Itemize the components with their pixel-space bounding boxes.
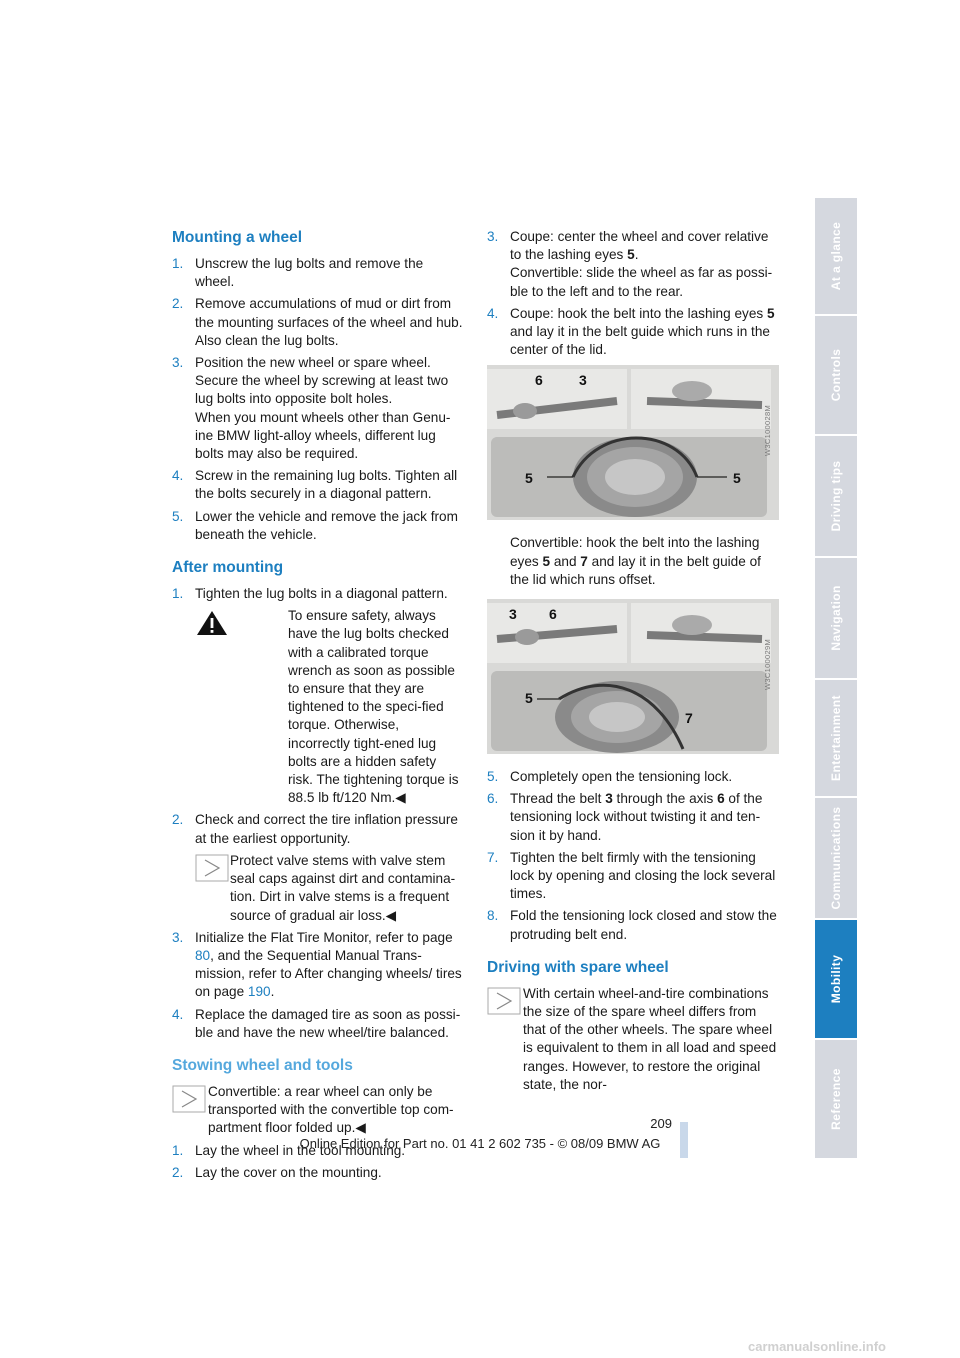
sidebar-tab-label: Communications [829, 806, 843, 910]
section-title-mounting: Mounting a wheel [172, 229, 303, 246]
step-number: 1. [172, 586, 184, 602]
step-text: Replace the damaged tire as soon as possi-ble and have the new wheel/tire balanced. [195, 1006, 461, 1040]
watermark: carmanualsonline.info [748, 1339, 886, 1354]
page-link[interactable]: 190 [247, 984, 271, 1000]
step-text: Initialize the Flat Tire Monitor, refer to page 80, and the Sequential Manual Trans-mission, refer to After changing wheels/ tires on page 190. [195, 929, 462, 1000]
step-number: 3. [172, 929, 184, 945]
section-title-after-mounting: After mounting [172, 559, 284, 577]
step-number: 2. [172, 812, 184, 828]
list-item [172, 1006, 464, 1042]
list-item [487, 305, 779, 360]
info-note [487, 985, 779, 1094]
section-title-stowing: Stowing wheel and tools [172, 1056, 353, 1074]
step-number: 3. [487, 229, 499, 244]
step-text-extra: Convertible: slide the wheel as far as possi-ble to the left and to the rear. [510, 265, 773, 299]
page-number: 209 [650, 1116, 672, 1131]
sidebar-tab-communications[interactable] [815, 798, 857, 920]
warning-icon [195, 609, 229, 637]
callout-label: 6 [549, 606, 557, 623]
note-text: With certain wheel-and-tire combinations the size of the spare wheel differs from that of the other wheels. The spare wheel is equivalent to them in all load and speed ranges. However, to restore the original state, the nor- [523, 985, 777, 1092]
step-number: 5. [487, 769, 499, 785]
list-item [172, 929, 464, 1002]
list-item [172, 585, 464, 603]
step-number: 4. [172, 1006, 184, 1022]
list-item [487, 228, 779, 301]
note-icon [172, 1085, 206, 1113]
paragraph: Convertible: hook the belt into the lashing eyes 5 and 7 and lay it in the belt guide of the lid which runs offset. [510, 535, 761, 587]
step-text: Screw in the remaining lug bolts. Tighten all the bolts securely in a diagonal pattern. [195, 468, 458, 502]
figure-code: W3C100029M [762, 639, 772, 690]
callout-label: 3 [509, 606, 517, 623]
right-column [487, 228, 779, 1098]
sidebar-tab-driving-tips[interactable] [815, 436, 857, 558]
sidebar-tab-label: Entertainment [829, 695, 843, 781]
note-icon [195, 854, 229, 882]
callout-label: 5 [733, 470, 741, 487]
step-text: Coupe: hook the belt into the lashing eyes 5 and lay it in the belt guide which runs in the center of the lid. [510, 305, 775, 358]
step-number: 7. [487, 849, 499, 865]
list-item [487, 849, 779, 904]
step-text: Lay the cover on the mounting. [195, 1164, 382, 1180]
list-item [172, 255, 464, 291]
figure-coupe-trunk [487, 365, 779, 520]
step-text: Lay the wheel in the tool mounting. [195, 1142, 406, 1158]
step-text-extra: When you mount wheels other than Genu-ine BMW light-alloy wheels, different lug bolts may also be required. [195, 409, 451, 462]
trunk-illustration [487, 365, 779, 520]
sidebar-tab-label: At a glance [829, 221, 843, 291]
sidebar-tab-controls[interactable] [815, 316, 857, 436]
sidebar-tab-at-a-glance[interactable] [815, 198, 857, 316]
step-text: Coupe: center the wheel and cover relative to the lashing eyes 5. [510, 229, 769, 263]
step-number: 4. [487, 305, 499, 321]
figure-code: W3C100028M [762, 405, 772, 457]
sidebar-tab-mobility[interactable] [815, 920, 857, 1040]
step-text: Thread the belt 3 through the axis 6 of the tensioning lock without twisting it and ten-sion it by hand. [510, 791, 763, 843]
step-text: Check and correct the tire inflation pressure at the earliest opportunity. [195, 812, 458, 846]
step-number: 2. [172, 296, 184, 312]
list-item [172, 295, 464, 350]
left-column [172, 228, 464, 1186]
warning-note [172, 607, 464, 807]
step-text: Completely open the tensioning lock. [510, 769, 733, 785]
sidebar-tab-label: Driving tips [829, 460, 843, 532]
sidebar-tab-label: Navigation [829, 585, 843, 651]
step-number: 2. [172, 1164, 184, 1180]
step-text: Remove accumulations of mud or dirt from the mounting surfaces of the wheel and hub. Also clean the lug bolts. [195, 296, 463, 348]
section-title-spare-wheel: Driving with spare wheel [487, 958, 669, 976]
warning-text: To ensure safety, always have the lug bolts checked with a calibrated torque wrench as soon as possible to ensure that they are tightened to the speci-fied torque. Otherwise, incorrectly tight-ened lug bolts are a hidden safety risk. The tightening torque is 88.5 lb ft/120 Nm.◀ [288, 608, 459, 806]
sidebar-tab-label: Mobility [829, 954, 843, 1004]
info-note [172, 852, 464, 925]
sidebar-tab-navigation[interactable] [815, 558, 857, 680]
step-number: 3. [172, 355, 184, 371]
step-text: Lower the vehicle and remove the jack from beneath the vehicle. [195, 508, 458, 542]
step-number: 4. [172, 468, 184, 484]
chapter-sidebar [815, 198, 857, 1160]
callout-label: 5 [525, 470, 533, 487]
step-number: 8. [487, 908, 499, 924]
note-text: Protect valve stems with valve stem seal caps against dirt and contamina-tion. Dirt in valve stems is a frequent source of gradual air loss.◀ [230, 852, 456, 923]
list-item [487, 907, 779, 943]
list-item [172, 467, 464, 503]
step-text: Tighten the belt firmly with the tensioning lock by opening and closing the lock several times. [510, 849, 776, 902]
step-text: Unscrew the lug bolts and remove the wheel. [195, 256, 424, 290]
list-item [487, 790, 779, 845]
callout-label: 3 [579, 372, 587, 389]
footer-text: Online Edition for Part no. 01 41 2 602 735 - © 08/09 BMW AG [299, 1136, 661, 1151]
list-item [172, 1164, 464, 1182]
figure-convertible-trunk [487, 599, 779, 754]
callout-label: 5 [525, 690, 533, 707]
callout-label: 6 [535, 372, 543, 389]
note-icon [487, 987, 521, 1015]
list-item [487, 768, 779, 786]
sidebar-tab-entertainment[interactable] [815, 680, 857, 798]
step-number: 1. [172, 256, 184, 271]
note-text: Convertible: a rear wheel can only be transported with the convertible top com-partment floor folded up.◀ [208, 1083, 454, 1136]
trunk-illustration [487, 599, 779, 754]
step-text: Fold the tensioning lock closed and stow the protruding belt end. [510, 908, 777, 942]
step-number: 1. [172, 1142, 184, 1158]
info-note [172, 1083, 464, 1138]
step-text: Position the new wheel or spare wheel. Secure the wheel by screwing at least two lug bolts into opposite bolt holes. [195, 355, 449, 407]
sidebar-tab-label: Controls [829, 348, 843, 402]
callout-label: 7 [685, 710, 693, 727]
step-text: Tighten the lug bolts in a diagonal pattern. [195, 586, 448, 602]
list-item [172, 811, 464, 847]
step-number: 5. [172, 508, 184, 524]
step-number: 6. [487, 791, 499, 807]
list-item [172, 508, 464, 544]
sidebar-tab-label: Reference [829, 1068, 843, 1130]
list-item [172, 354, 464, 463]
page-link[interactable]: 80 [195, 947, 211, 963]
